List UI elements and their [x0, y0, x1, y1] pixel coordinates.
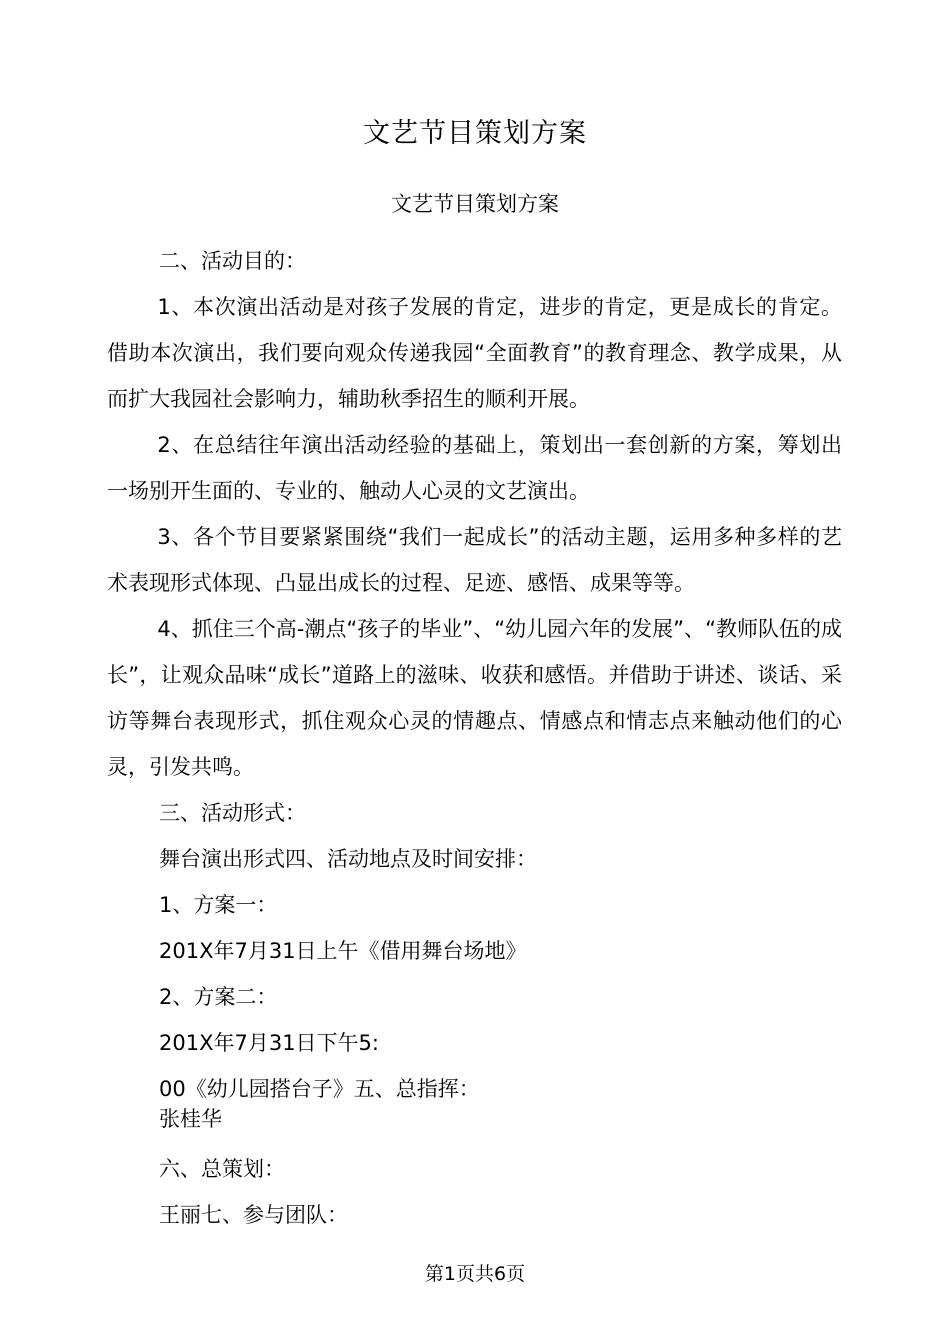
plan-two-continued: 00《幼儿园搭台子》五、总指挥： — [159, 1077, 480, 1101]
paragraph-goal-1: 1、本次演出活动是对孩子发展的肯定，进步的肯定，更是成长的肯定。借助本次演出，我们要向观众传递我园“全面教育”的教育理念、教学成果，从而扩大我园社会影响力，辅助秋季招生的顺利开展。 — [107, 295, 842, 411]
plan-one-time: 201X年7月31日上午《借用舞台场地》 — [159, 939, 527, 963]
paragraph-goal-2: 2、在总结往年演出活动经验的基础上，策划出一套创新的方案，筹划出一场别开生面的、专业的、触动人心灵的文艺演出。 — [107, 433, 842, 503]
document-body — [107, 238, 842, 1238]
section-heading-team: 王丽七、参与团队： — [159, 1203, 348, 1227]
section-heading-location: 舞台演出形式四、活动地点及时间安排： — [159, 847, 537, 871]
page-number-footer: 第1页共6页 — [424, 1263, 526, 1285]
document-subtitle: 文艺节目策划方案 — [391, 192, 559, 216]
plan-two-label: 2、方案二： — [159, 985, 278, 1009]
paragraph-goal-3: 3、各个节目要紧紧围绕“我们一起成长”的活动主题，运用多种多样的艺术表现形式体现、凸显出成长的过程、足迹、感悟、成果等等。 — [107, 525, 842, 595]
section-heading-goals: 二、活动目的： — [159, 249, 306, 273]
section-heading-planner: 六、总策划： — [159, 1157, 285, 1181]
section-heading-format: 三、活动形式： — [159, 801, 306, 825]
document-title: 文艺节目策划方案 — [363, 118, 587, 149]
paragraph-goal-4: 4、抓住三个高-潮点“孩子的毕业”、“幼儿园六年的发展”、“教师队伍的成长”，让观众品味“成长”道路上的滋味、收获和感悟。并借助于讲述、谈话、采访等舞台表现形式，抓住观众心灵的情趣点、情感点和情志点来触动他们的心灵，引发共鸣。 — [107, 617, 842, 779]
plan-two-time: 201X年7月31日下午5: — [159, 1031, 379, 1055]
plan-one-label: 1、方案一： — [159, 893, 278, 917]
commander-name: 张桂华 — [159, 1107, 222, 1131]
